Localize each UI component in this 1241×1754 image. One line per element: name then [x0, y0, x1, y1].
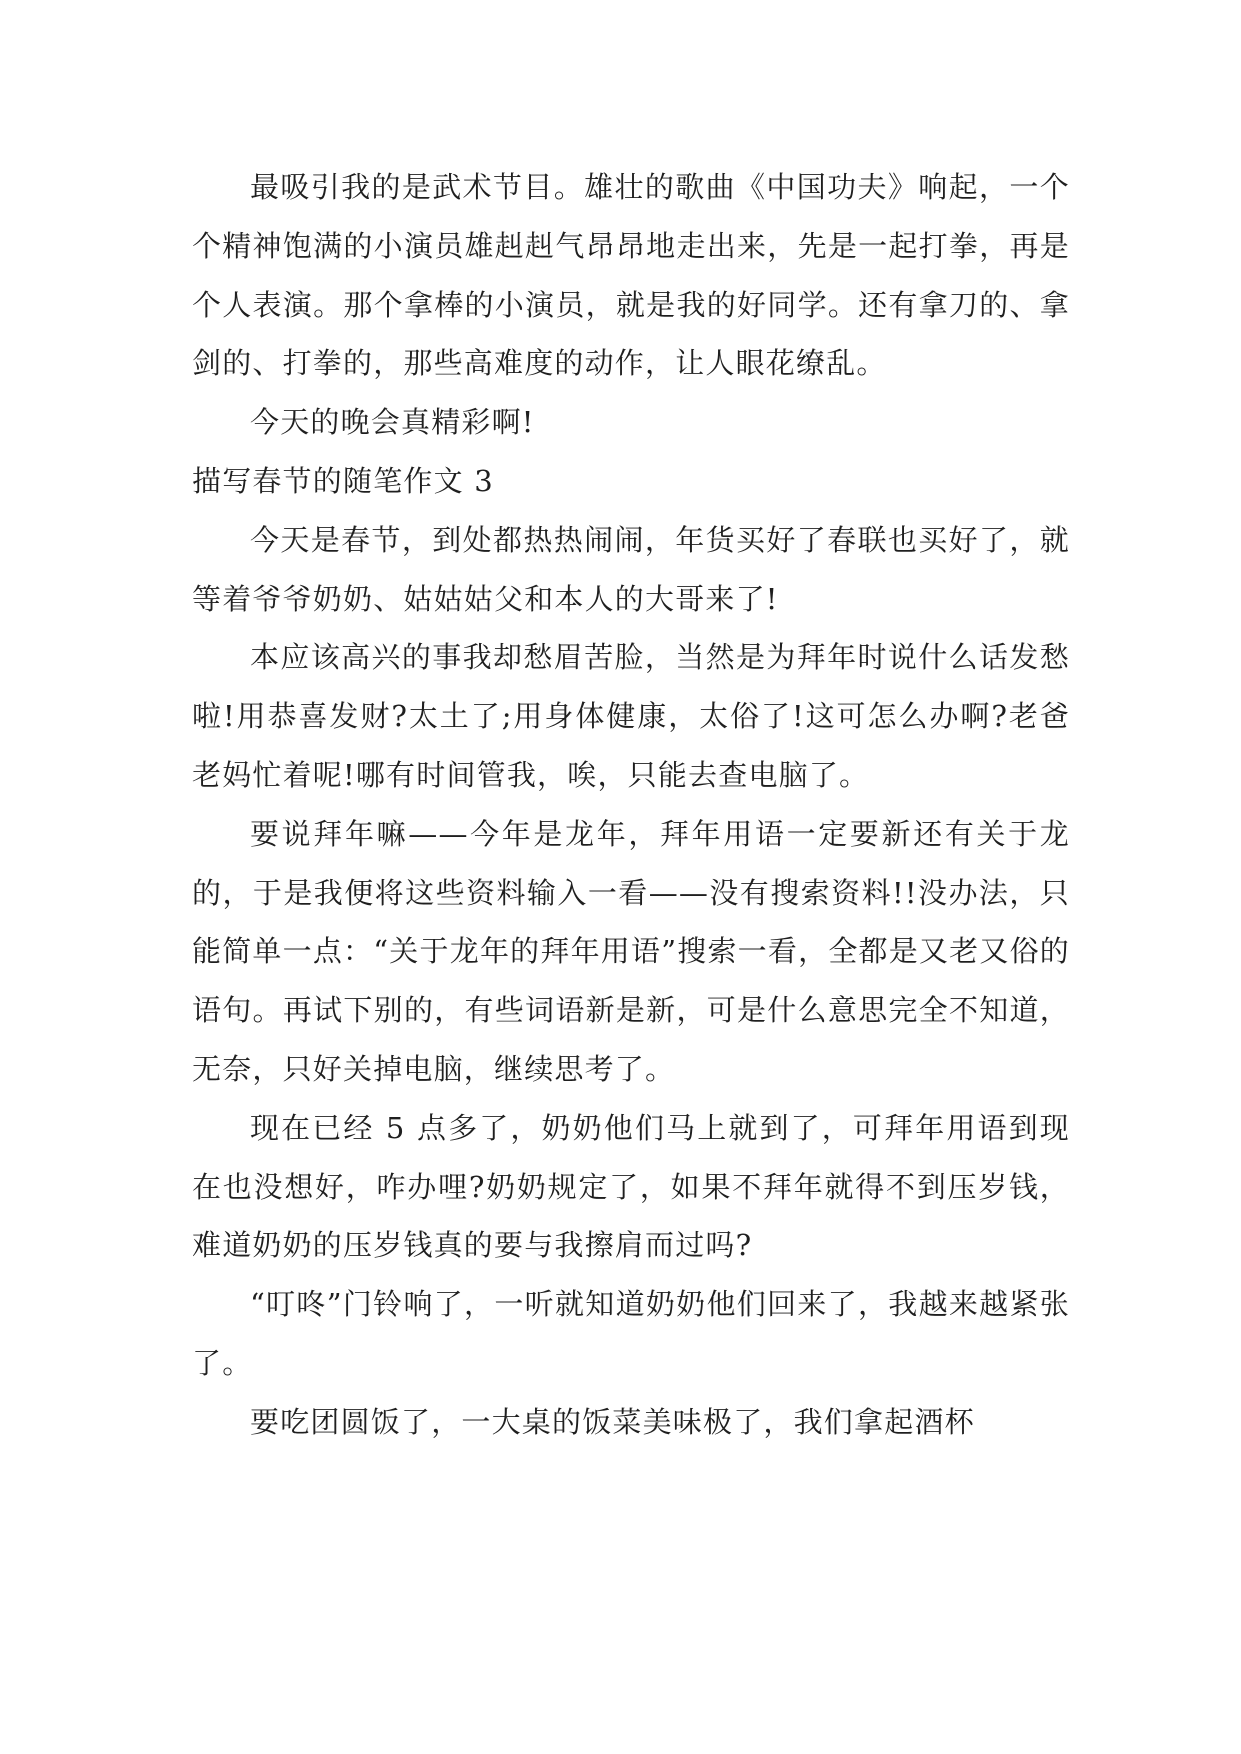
document-body [192, 158, 1070, 1452]
paragraph-martial-arts: 最吸引我的是武术节目。雄壮的歌曲《中国功夫》响起，一个个精神饱满的小演员雄赳赳气昂昂地走出来，先是一起打拳，再是个人表演。那个拿棒的小演员，就是我的好同学。还有拿刀的、拿剑的、打拳的，那些高难度的动作，让人眼花缭乱。 [192, 170, 1070, 381]
paragraph-reunion-dinner: 要吃团圆饭了，一大桌的饭菜美味极了，我们拿起酒杯 [250, 1404, 975, 1439]
paragraph-evening-party: 今天的晚会真精彩啊! [250, 405, 535, 440]
paragraph-search: 要说拜年嘛——今年是龙年，拜年用语一定要新还有关于龙的，于是我便将这些资料输入一看——没有搜索资料!!没办法，只能简单一点：“关于龙年的拜年用语”搜索一看，全都是又老又俗的语句。再试下别的，有些词语新是新，可是什么意思完全不知道，无奈，只好关掉电脑，继续思考了。 [192, 816, 1070, 1086]
paragraph-spring-festival: 今天是春节，到处都热热闹闹，年货买好了春联也买好了，就等着爷爷奶奶、姑姑姑父和本人的大哥来了! [192, 522, 1070, 616]
paragraph-five-oclock: 现在已经 5 点多了，奶奶他们马上就到了，可拜年用语到现在也没想好，咋办哩?奶奶规定了，如果不拜年就得不到压岁钱，难道奶奶的压岁钱真的要与我擦肩而过吗? [192, 1110, 1070, 1263]
paragraph-worried: 本应该高兴的事我却愁眉苦脸，当然是为拜年时说什么话发愁啦!用恭喜发财?太土了;用身体健康，太俗了!这可怎么办啊?老爸老妈忙着呢!哪有时间管我，唉，只能去查电脑了。 [192, 640, 1070, 792]
paragraph-doorbell: “叮咚”门铃响了，一听就知道奶奶他们回来了，我越来越紧张了。 [192, 1287, 1070, 1380]
section-heading: 描写春节的随笔作文 3 [192, 463, 494, 498]
